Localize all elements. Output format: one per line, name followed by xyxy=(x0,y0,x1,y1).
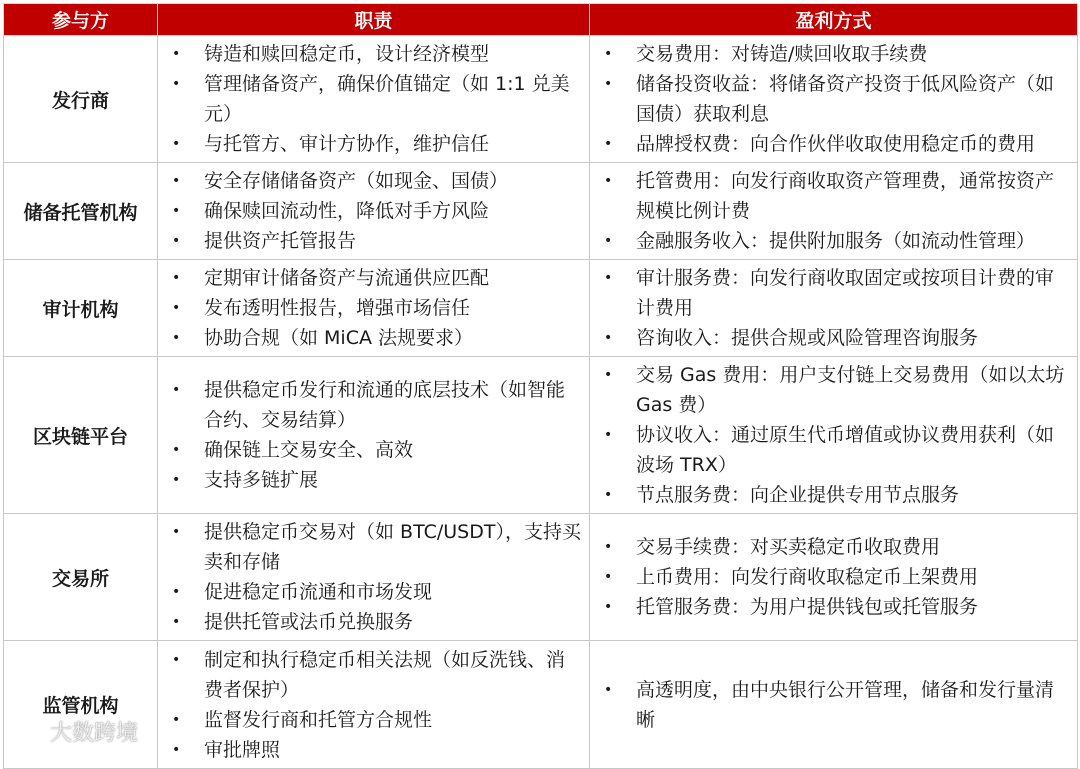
table-row xyxy=(4,260,1078,357)
header-row xyxy=(4,4,1078,36)
bullet-icon: • xyxy=(172,741,181,758)
list-item: • 审计服务费：向发行商收取固定或按项目计费的审计费用 xyxy=(602,263,1069,323)
bullet-icon: • xyxy=(604,76,613,92)
list-item: • 协议收入：通过原生代币增值或协议费用获利（如波场 TRX） xyxy=(602,420,1069,480)
list-item: • 发布透明性报告，增强市场信任 xyxy=(170,293,581,323)
list-item: • 管理储备资产，确保价值锚定（如 1:1 兑美元） xyxy=(170,69,581,129)
profits-cell xyxy=(590,260,1078,357)
table-row xyxy=(4,641,1078,769)
bullet-icon: • xyxy=(172,233,181,249)
bullet-icon: • xyxy=(604,599,613,615)
list-item: • 促进稳定币流通和市场发现 xyxy=(170,577,581,607)
bullet-icon: • xyxy=(172,330,181,346)
header-profit-model: 盈利方式 xyxy=(590,4,1078,36)
bullet-icon: • xyxy=(604,681,613,698)
bullet-icon: • xyxy=(172,300,181,316)
list-item: • 提供稳定币发行和流通的底层技术（如智能合约、交易结算） xyxy=(170,375,581,435)
profits-cell xyxy=(590,357,1078,514)
bullet-icon: • xyxy=(604,173,613,189)
list-item: • 确保赎回流动性，降低对手方风险 xyxy=(170,196,581,226)
list-item: • 上币费用：向发行商收取稳定币上架费用 xyxy=(602,562,1069,592)
list-item: • 支持多链扩展 xyxy=(170,465,581,495)
list-item: • 交易 Gas 费用：用户支付链上交易费用（如以太坊 Gas 费） xyxy=(602,360,1069,420)
list-item: • 铸造和赎回稳定币，设计经济模型 xyxy=(170,39,581,69)
bullet-icon: • xyxy=(604,367,613,383)
list-item: • 节点服务费：向企业提供专用节点服务 xyxy=(602,480,1069,510)
list-item: • 监督发行商和托管方合规性 xyxy=(170,705,581,735)
duties-cell xyxy=(158,357,590,514)
table-row xyxy=(4,357,1078,514)
bullet-icon: • xyxy=(172,203,181,219)
bullet-icon: • xyxy=(172,382,181,398)
bullet-icon: • xyxy=(172,76,181,92)
header-duties: 职责 xyxy=(158,4,590,36)
duties-cell xyxy=(158,36,590,163)
watermark-text: 大数跨境 xyxy=(50,721,139,746)
profits-cell xyxy=(590,641,1078,769)
bullet-icon: • xyxy=(604,427,613,443)
bullet-icon: • xyxy=(604,136,613,152)
list-item: • 咨询收入：提供合规或风险管理咨询服务 xyxy=(602,323,1069,353)
duties-cell xyxy=(158,641,590,769)
bullet-icon: • xyxy=(172,711,181,728)
bullet-icon: • xyxy=(172,524,181,540)
bullet-icon: • xyxy=(604,270,613,286)
duties-cell xyxy=(158,514,590,641)
bullet-icon: • xyxy=(172,46,181,62)
list-item: • 储备投资收益：将储备资产投资于低风险资产（如国债）获取利息 xyxy=(602,69,1069,129)
profits-cell xyxy=(590,163,1078,260)
table-row xyxy=(4,163,1078,260)
list-item: • 确保链上交易安全、高效 xyxy=(170,435,581,465)
bullet-icon: • xyxy=(172,270,181,286)
bullet-icon: • xyxy=(172,472,181,488)
list-item: • 金融服务收入：提供附加服务（如流动性管理） xyxy=(602,226,1069,256)
duties-cell xyxy=(158,163,590,260)
list-item: • 交易费用：对铸造/赎回收取手续费 xyxy=(602,39,1069,69)
list-item: • 托管费用：向发行商收取资产管理费，通常按资产规模比例计费 xyxy=(602,166,1069,226)
list-item: • 制定和执行稳定币相关法规（如反洗钱、消费者保护） xyxy=(170,645,581,705)
bullet-icon: • xyxy=(172,584,181,600)
stakeholder-table xyxy=(3,3,1078,769)
list-item: • 提供资产托管报告 xyxy=(170,226,581,256)
role-cell: 区块链平台 xyxy=(4,357,158,514)
bullet-icon: • xyxy=(604,330,613,346)
role-cell: 交易所 xyxy=(4,514,158,641)
list-item: • 品牌授权费：向合作伙伴收取使用稳定币的费用 xyxy=(602,129,1069,159)
header-participant: 参与方 xyxy=(4,4,158,36)
table-row xyxy=(4,36,1078,163)
role-cell: 发行商 xyxy=(4,36,158,163)
bullet-icon: • xyxy=(604,539,613,555)
list-item: • 提供托管或法币兑换服务 xyxy=(170,607,581,637)
bullet-icon: • xyxy=(172,442,181,458)
role-cell: 储备托管机构 xyxy=(4,163,158,260)
bullet-icon: • xyxy=(604,487,613,503)
table-row xyxy=(4,514,1078,641)
duties-cell xyxy=(158,260,590,357)
bullet-icon: • xyxy=(604,569,613,585)
list-item: • 与托管方、审计方协作，维护信任 xyxy=(170,129,581,159)
list-item: • 安全存储储备资产（如现金、国债） xyxy=(170,166,581,196)
list-item: • 提供稳定币交易对（如 BTC/USDT），支持买卖和存储 xyxy=(170,517,581,577)
bullet-icon: • xyxy=(172,136,181,152)
list-item: • 托管服务费：为用户提供钱包或托管服务 xyxy=(602,592,1069,622)
profits-cell xyxy=(590,514,1078,641)
list-item: • 审批牌照 xyxy=(170,735,581,765)
bullet-icon: • xyxy=(172,651,181,668)
list-item: • 交易手续费：对买卖稳定币收取费用 xyxy=(602,532,1069,562)
watermark xyxy=(6,716,138,747)
list-item: • 定期审计储备资产与流通供应匹配 xyxy=(170,263,581,293)
list-item: • 高透明度，由中央银行公开管理，储备和发行量清晰 xyxy=(602,675,1069,735)
bullet-icon: • xyxy=(604,46,613,62)
role-cell: 审计机构 xyxy=(4,260,158,357)
bullet-icon: • xyxy=(172,614,181,630)
bullet-icon: • xyxy=(172,173,181,189)
bullet-icon: • xyxy=(604,233,613,249)
logo-icon xyxy=(6,721,46,747)
profits-cell xyxy=(590,36,1078,163)
role-cell: 监管机构 xyxy=(4,641,158,769)
list-item: • 协助合规（如 MiCA 法规要求） xyxy=(170,323,581,353)
